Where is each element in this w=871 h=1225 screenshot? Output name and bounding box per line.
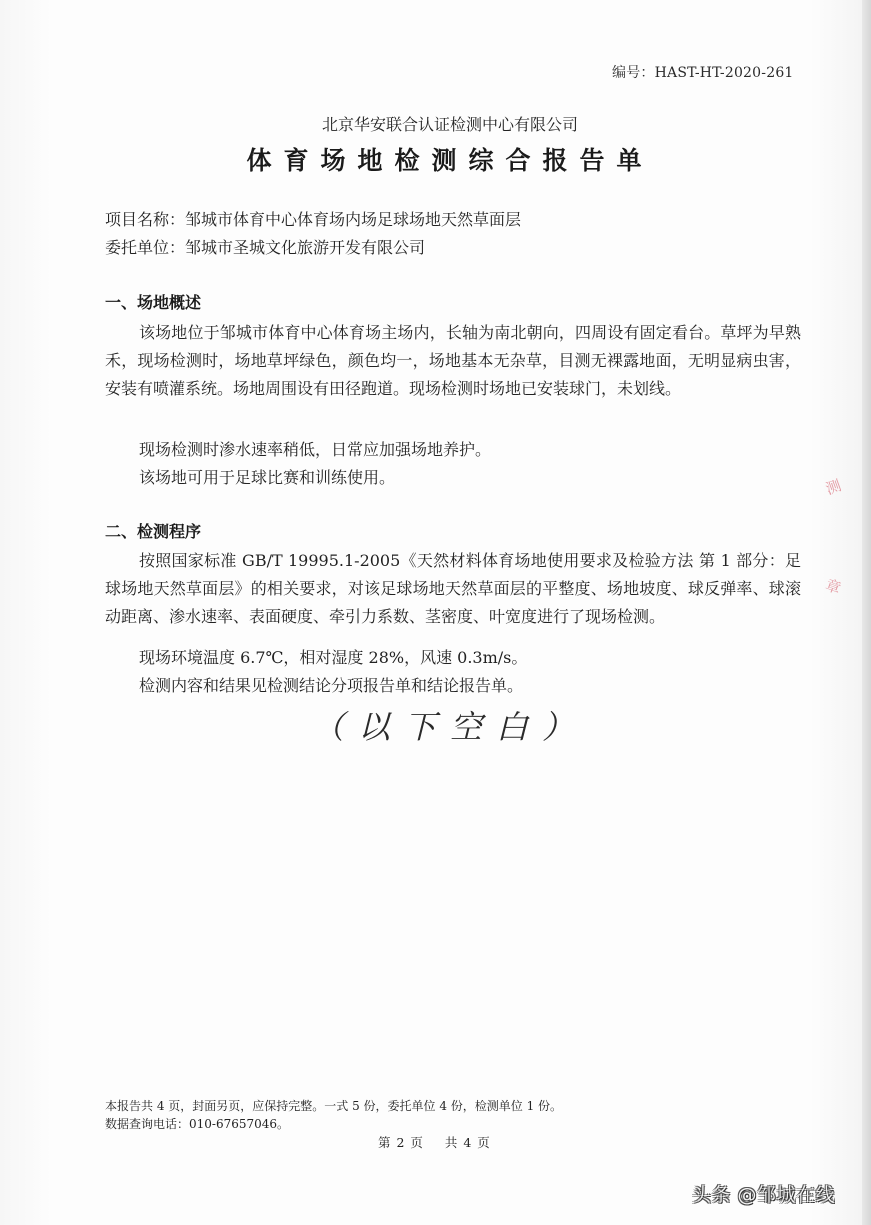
footer-note: 本报告共 4 页，封面另页，应保持完整。一式 5 份，委托单位 4 份，检测单位 1 份。 [105,1099,563,1113]
page-current: 第 2 页 [378,1135,423,1150]
seal-stamp-bottom: 章 [822,575,844,598]
procedure-environment: 现场环境温度 6.7℃，相对湿度 28%，风速 0.3m/s。 [139,648,528,667]
overview-note-usage: 该场地可用于足球比赛和训练使用。 [139,468,396,487]
organization-name: 北京华安联合认证检测中心有限公司 [321,115,578,134]
document-number: 编号：HAST-HT-2020-261 [612,65,794,81]
overview-paragraph: 该场地位于邹城市体育中心体育场主场内，长轴为南北朝向，四周设有固定看台。草坪为早熟禾，现场检测时，场地草坪绿色，颜色均一，场地基本无杂草，目测无裸露地面，无明显病虫害，安装有喷灌系统。场地周围设有田径跑道。现场检测时场地已安装球门，未划线。 [105,323,801,398]
client-unit: 委托单位：邹城市圣城文化旅游开发有限公司 [105,238,426,257]
procedure-results-note: 检测内容和结果见检测结论分项报告单和结论报告单。 [139,676,524,695]
page-total: 共 4 页 [444,1135,490,1150]
page-edge-shadow [862,0,871,1225]
source-watermark: 头条 @邹城在线 [692,1184,836,1206]
section-heading-procedure: 二、检测程序 [105,522,202,541]
report-title: 体育场地检测综合报告单 [246,146,654,175]
seal-stamp-top: 测 [823,476,844,499]
blank-below-note: （以下空白） [311,708,588,746]
footer-phone: 数据查询电话：010-67657046。 [105,1117,290,1131]
page-number [378,1133,490,1151]
section-heading-overview: 一、场地概述 [105,293,202,312]
project-name: 项目名称：邹城市体育中心体育场内场足球场地天然草面层 [105,210,522,229]
procedure-paragraph: 按照国家标准 GB/T 19995.1-2005《天然材料体育场地使用要求及检验方法 第 1 部分：足球场地天然草面层》的相关要求，对该足球场地天然草面层的平整度、场地坡度、球反弹率、球滚动距离、渗水速率、表面硬度、牵引力系数、茎密度、叶宽度进行了现场检测。 [105,551,801,626]
overview-note-permeability: 现场检测时渗水速率稍低，日常应加强场地养护。 [139,440,492,459]
